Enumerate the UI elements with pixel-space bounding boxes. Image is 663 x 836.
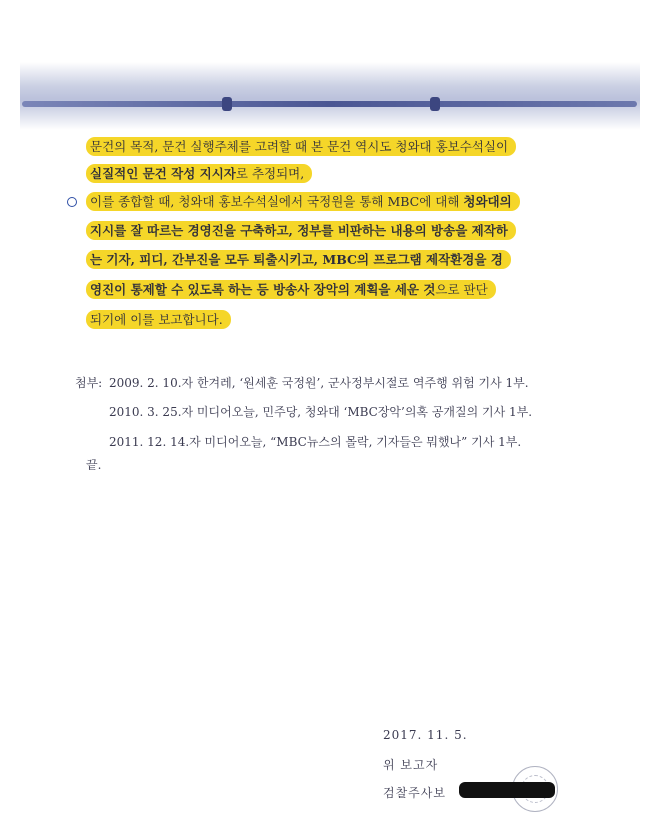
bold-text: 지시를 잘 따르는 경영진을 구축하고, 정부를 비판하는 내용의 방송을 제작하 [90, 223, 508, 238]
body-line-4 [86, 222, 516, 240]
line-text: 문건의 목적, 문건 실행주체를 고려할 때 본 문건 역시도 청와대 홍보수석실이 [90, 139, 509, 154]
body-line-6 [86, 281, 496, 299]
scan-artifact-knob [430, 97, 440, 111]
line-text: 으로 판단 [435, 282, 488, 297]
circle-bullet-icon [67, 197, 77, 207]
body-line-1 [86, 138, 516, 156]
bold-text: 영진이 통제할 수 있도록 하는 등 방송사 장악의 계획을 세운 것 [90, 282, 436, 297]
highlight [86, 310, 231, 329]
scan-artifact-bar [22, 101, 637, 107]
attachment-item-2: 2010. 3. 25.자 미디어오늘, 민주당, 청와대 ‘MBC장악’의혹 공개질의 기사 1부. [109, 405, 533, 419]
line-text: 로 추정되며, [235, 166, 305, 181]
body-line-5 [86, 251, 511, 269]
highlight [86, 280, 496, 299]
signature-reporter: 위 보고자 [383, 758, 439, 772]
bold-text: 청와대의 [463, 194, 512, 209]
line-text: 되기에 이를 보고합니다. [90, 312, 223, 327]
attachment-label: 첨부: [75, 376, 103, 390]
bold-text: 실질적인 문건 작성 지시자 [90, 166, 236, 181]
attachment-item-1: 2009. 2. 10.자 한겨레, ‘원세훈 국정원’, 군사정부시절로 역주행 위험 기사 1부. [109, 376, 529, 390]
redaction-bar [459, 782, 555, 798]
body-line-3 [86, 193, 520, 211]
highlight [86, 164, 312, 183]
body-line-7 [86, 311, 231, 329]
highlight [86, 221, 516, 240]
body-line-2 [86, 165, 312, 183]
highlight [86, 192, 520, 211]
highlight [86, 250, 511, 269]
scan-artifact-band [20, 62, 640, 130]
line-text: 이를 종합할 때, 청와대 홍보수석실에서 국정원을 통해 MBC에 대해 [90, 194, 464, 209]
end-mark: 끝. [86, 458, 102, 472]
signature-date: 2017. 11. 5. [383, 728, 468, 742]
signature-title: 검찰주사보 [383, 786, 446, 800]
bold-text: 는 기자, 피디, 간부진을 모두 퇴출시키고, MBC의 프로그램 제작환경을 경 [90, 252, 503, 267]
scan-artifact-knob [222, 97, 232, 111]
attachment-item-3: 2011. 12. 14.자 미디어오늘, “MBC뉴스의 몰락, 기자들은 뭐했나” 기사 1부. [109, 435, 522, 449]
highlight [86, 137, 516, 156]
